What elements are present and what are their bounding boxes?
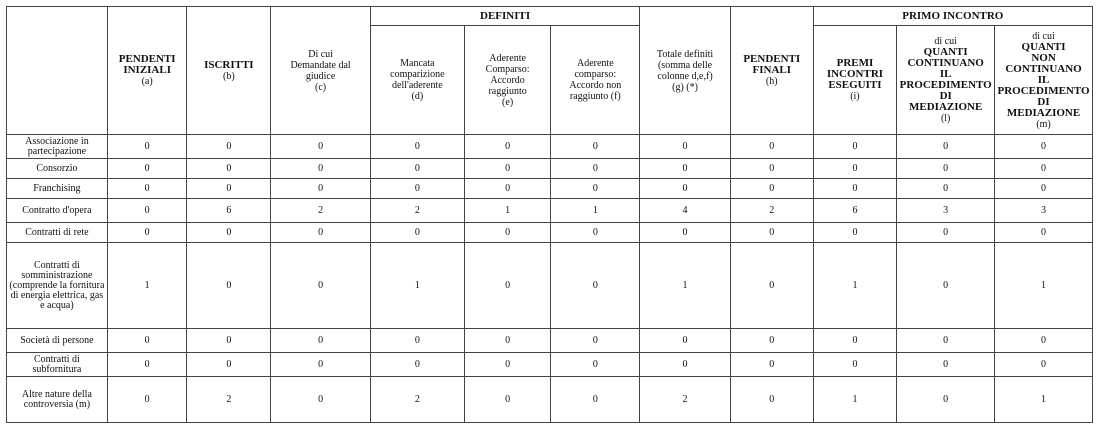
col-header-totale-definiti — [640, 7, 731, 135]
row-label: Contratti di rete — [7, 223, 108, 243]
value-cell: 0 — [813, 135, 897, 159]
value-cell: 0 — [271, 179, 371, 199]
table-row — [7, 329, 1093, 353]
col-code: (h) — [765, 76, 778, 87]
value-cell: 0 — [897, 377, 995, 423]
table-row — [7, 243, 1093, 329]
col-code: (c) — [315, 81, 327, 93]
corner-header-cell — [7, 7, 108, 135]
col-title: PREMI INCONTRI ESEGUITI — [826, 57, 884, 91]
value-cell: 1 — [370, 243, 464, 329]
value-cell: 0 — [730, 223, 813, 243]
value-cell: 0 — [271, 159, 371, 179]
value-cell: 0 — [813, 353, 897, 377]
col-title: PENDENTI FINALI — [743, 53, 801, 76]
value-cell: 1 — [640, 243, 731, 329]
value-cell: 0 — [640, 353, 731, 377]
value-cell: 6 — [813, 199, 897, 223]
value-cell: 0 — [730, 159, 813, 179]
mediation-statistics-table — [6, 6, 1093, 423]
value-cell: 0 — [271, 353, 371, 377]
value-cell: 0 — [640, 223, 731, 243]
value-cell: 0 — [107, 179, 187, 199]
value-cell: 0 — [995, 223, 1093, 243]
value-cell: 0 — [370, 223, 464, 243]
value-cell: 0 — [551, 329, 640, 353]
value-cell: 0 — [464, 329, 551, 353]
value-cell: 0 — [730, 377, 813, 423]
value-cell: 0 — [271, 223, 371, 243]
col-title: QUANTI CONTINUANO IL PROCEDIMENTO DI MEDIAZIONE — [899, 46, 992, 113]
value-cell: 0 — [897, 329, 995, 353]
value-cell: 0 — [187, 223, 271, 243]
value-cell: 0 — [551, 159, 640, 179]
value-cell: 0 — [271, 135, 371, 159]
col-title: Totale definiti (somma delle colonne d,e,f) (g) (*) — [656, 48, 714, 93]
table-row — [7, 377, 1093, 423]
row-label: Franchising — [7, 179, 108, 199]
value-cell: 2 — [370, 199, 464, 223]
value-cell: 0 — [464, 135, 551, 159]
col-code: (b) — [222, 70, 235, 82]
value-cell: 0 — [813, 179, 897, 199]
value-cell: 0 — [897, 223, 995, 243]
row-label: Altre nature della controversia (m) — [7, 377, 108, 423]
col-header-pendenti-finali — [730, 7, 813, 135]
value-cell: 0 — [370, 353, 464, 377]
value-cell: 3 — [897, 199, 995, 223]
value-cell: 0 — [640, 329, 731, 353]
value-cell: 0 — [995, 353, 1093, 377]
value-cell: 0 — [995, 135, 1093, 159]
value-cell: 0 — [730, 179, 813, 199]
value-cell: 0 — [107, 199, 187, 223]
value-cell: 0 — [107, 377, 187, 423]
value-cell: 1 — [995, 243, 1093, 329]
row-label: Contratto d'opera — [7, 199, 108, 223]
value-cell: 2 — [730, 199, 813, 223]
value-cell: 0 — [813, 329, 897, 353]
value-cell: 0 — [730, 243, 813, 329]
table-row — [7, 223, 1093, 243]
col-pre: di cui — [1032, 30, 1055, 42]
value-cell: 0 — [464, 377, 551, 423]
value-cell: 0 — [551, 223, 640, 243]
value-cell: 4 — [640, 199, 731, 223]
value-cell: 0 — [271, 243, 371, 329]
value-cell: 0 — [187, 243, 271, 329]
value-cell: 0 — [995, 329, 1093, 353]
col-header-premi-incontri — [813, 26, 897, 135]
value-cell: 0 — [464, 159, 551, 179]
value-cell: 0 — [897, 243, 995, 329]
value-cell: 0 — [187, 353, 271, 377]
col-title: QUANTI NON CONTINUANO IL PROCEDIMENTO DI MEDIAZIONE — [997, 40, 1090, 119]
value-cell: 0 — [730, 135, 813, 159]
col-header-pendenti-iniziali — [107, 7, 187, 135]
table-body — [7, 135, 1093, 423]
value-cell: 1 — [995, 377, 1093, 423]
table-row — [7, 199, 1093, 223]
value-cell: 0 — [995, 179, 1093, 199]
col-header-iscritti — [187, 7, 271, 135]
value-cell: 1 — [464, 199, 551, 223]
value-cell: 0 — [370, 179, 464, 199]
value-cell: 0 — [551, 243, 640, 329]
value-cell: 1 — [551, 199, 640, 223]
value-cell: 0 — [897, 135, 995, 159]
value-cell: 0 — [464, 243, 551, 329]
col-code: (i) — [850, 91, 860, 102]
col-code: (e) — [502, 96, 514, 108]
col-code: (a) — [141, 76, 153, 87]
col-title: ISCRITTI — [204, 58, 254, 71]
table-row — [7, 353, 1093, 377]
value-cell: 0 — [897, 353, 995, 377]
value-cell: 0 — [187, 179, 271, 199]
value-cell: 0 — [370, 159, 464, 179]
value-cell: 0 — [551, 179, 640, 199]
row-label: Associazione in partecipazione — [7, 135, 108, 159]
value-cell: 1 — [813, 243, 897, 329]
col-header-demandate — [271, 7, 371, 135]
value-cell: 0 — [464, 179, 551, 199]
value-cell: 0 — [730, 353, 813, 377]
value-cell: 0 — [813, 223, 897, 243]
col-title: Aderente Comparso: Accordo raggiunto — [485, 52, 530, 97]
group-header-primo-incontro: PRIMO INCONTRO — [813, 7, 1092, 26]
value-cell: 0 — [640, 135, 731, 159]
col-header-accordo-non-raggiunto — [551, 26, 640, 135]
group-header-definiti: DEFINITI — [370, 7, 639, 26]
value-cell: 0 — [187, 159, 271, 179]
value-cell: 1 — [813, 377, 897, 423]
value-cell: 0 — [995, 159, 1093, 179]
value-cell: 0 — [897, 179, 995, 199]
col-pre: di cui — [934, 36, 957, 47]
value-cell: 0 — [640, 159, 731, 179]
value-cell: 0 — [107, 159, 187, 179]
value-cell: 0 — [551, 377, 640, 423]
value-cell: 0 — [370, 329, 464, 353]
value-cell: 0 — [107, 223, 187, 243]
value-cell: 2 — [640, 377, 731, 423]
col-code: (d) — [411, 91, 424, 102]
value-cell: 0 — [107, 353, 187, 377]
value-cell: 1 — [107, 243, 187, 329]
col-title: Mancata comparizione dell'aderente — [390, 58, 445, 91]
value-cell: 0 — [271, 377, 371, 423]
value-cell: 0 — [271, 329, 371, 353]
value-cell: 0 — [730, 329, 813, 353]
value-cell: 0 — [464, 223, 551, 243]
value-cell: 0 — [187, 135, 271, 159]
value-cell: 2 — [271, 199, 371, 223]
col-header-mancata-comparizione — [370, 26, 464, 135]
col-title: Di cui Demandate dal giudice — [290, 48, 351, 82]
value-cell: 0 — [640, 179, 731, 199]
col-code: (m) — [1036, 118, 1051, 130]
col-header-quanti-non-continuano — [995, 26, 1093, 135]
value-cell: 0 — [107, 329, 187, 353]
row-label: Società di persone — [7, 329, 108, 353]
value-cell: 0 — [464, 353, 551, 377]
col-header-accordo-raggiunto — [464, 26, 551, 135]
value-cell: 6 — [187, 199, 271, 223]
table-row — [7, 135, 1093, 159]
value-cell: 0 — [897, 159, 995, 179]
value-cell: 0 — [370, 135, 464, 159]
col-title: PENDENTI INIZIALI — [118, 53, 176, 76]
col-title: Aderente comparso: Accordo non raggiunto (f) — [569, 58, 622, 102]
row-label: Consorzio — [7, 159, 108, 179]
row-label: Contratti di somministrazione (comprende la fornitura di energia elettrica, gas e acqua) — [7, 243, 108, 329]
table-row — [7, 159, 1093, 179]
col-header-quanti-continuano — [897, 26, 995, 135]
value-cell: 0 — [813, 159, 897, 179]
row-label: Contratti di subfornitura — [7, 353, 108, 377]
value-cell: 0 — [187, 329, 271, 353]
value-cell: 0 — [551, 135, 640, 159]
value-cell: 3 — [995, 199, 1093, 223]
col-code: (l) — [940, 113, 951, 124]
value-cell: 2 — [370, 377, 464, 423]
value-cell: 0 — [551, 353, 640, 377]
value-cell: 0 — [107, 135, 187, 159]
value-cell: 2 — [187, 377, 271, 423]
table-row — [7, 179, 1093, 199]
